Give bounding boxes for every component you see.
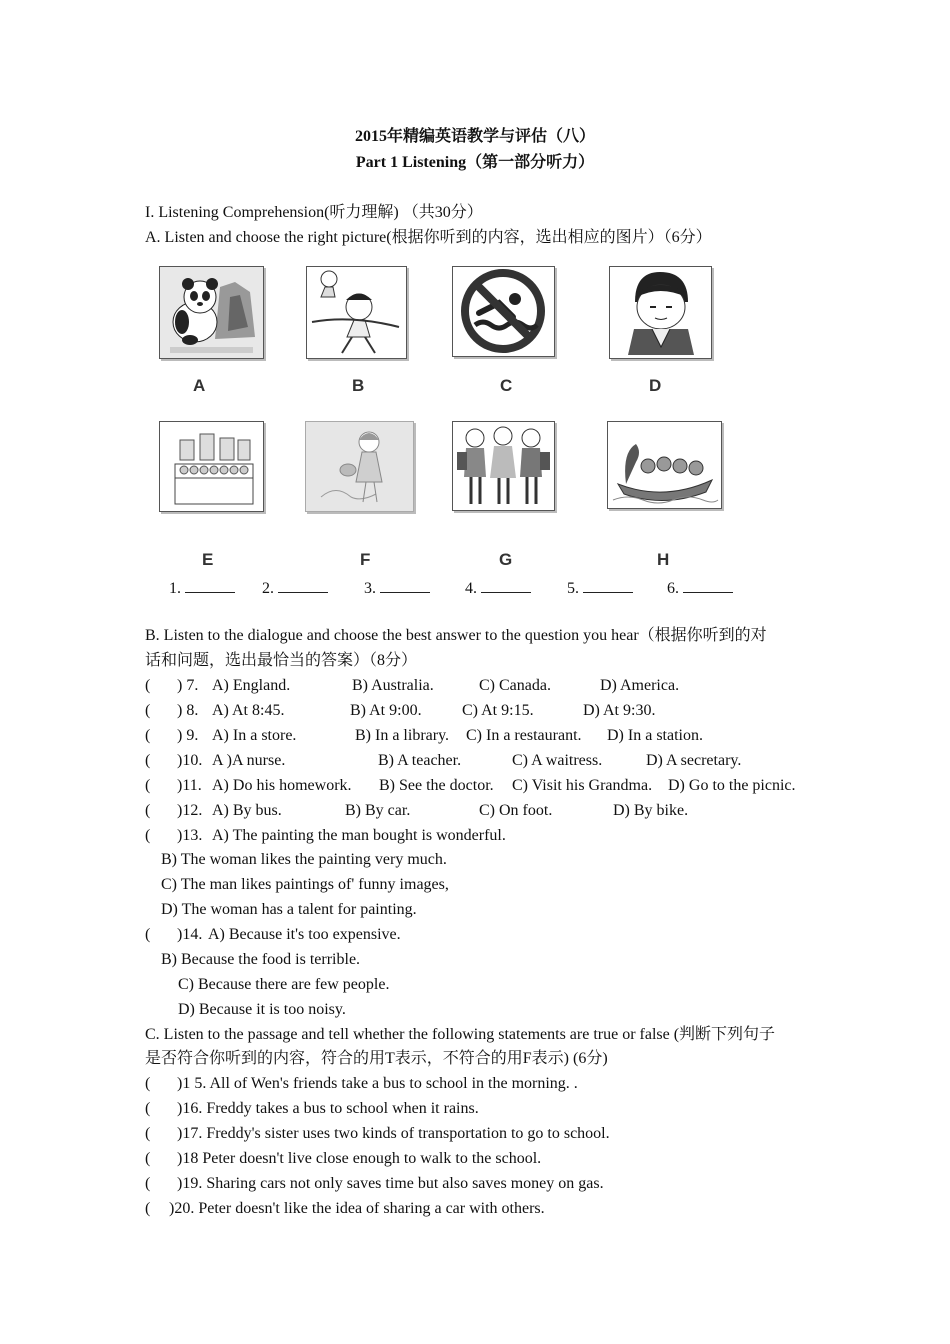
picture-label-g: G [499, 550, 513, 569]
option-a: A) In a store. [212, 727, 297, 744]
question-number: ) 8. [177, 702, 199, 719]
option-c: C) Because there are few people. [178, 976, 390, 993]
part-b-heading-cont: 话和问题，选出最恰当的答案）（8分） [145, 652, 418, 669]
option-c: C) The man likes paintings of' funny images, [161, 876, 449, 893]
option-d: D) By bike. [613, 802, 689, 819]
picture-label-c: C [500, 376, 513, 395]
option-d: D) America. [600, 677, 680, 694]
answer-blank-4[interactable]: 4. [465, 578, 531, 598]
statement-18: )18 Peter doesn't live close enough to walk to the school. [177, 1150, 542, 1167]
picture-label-a: A [193, 376, 206, 395]
option-c: C) Canada. [479, 677, 551, 694]
picture-d [609, 266, 712, 359]
picture-label-h: H [657, 550, 670, 569]
answer-blank-2[interactable]: 2. [262, 578, 328, 598]
paren: ( [145, 677, 151, 694]
option-b: B) At 9:00. [350, 702, 422, 719]
paren: ( [145, 1125, 151, 1142]
question-number: )11. [177, 777, 202, 794]
picture-label-b: B [352, 376, 365, 395]
option-b: B) In a library. [355, 727, 450, 744]
option-a: A) By bus. [212, 802, 282, 819]
option-c: C) On foot. [479, 802, 553, 819]
option-a: A) Because it's too expensive. [208, 926, 401, 943]
picture-a [159, 266, 264, 359]
running-kids-icon [307, 267, 406, 358]
paren: ( [145, 727, 151, 744]
paren: ( [145, 827, 151, 844]
picture-c [452, 266, 555, 357]
part-b-heading: B. Listen to the dialogue and choose the best answer to the question you hear（根据你听到的对 [145, 627, 767, 644]
picture-label-d: D [649, 376, 662, 395]
statement-17: )17. Freddy's sister uses two kinds of transportation to go to school. [177, 1125, 610, 1142]
statement-15: )1 5. All of Wen's friends take a bus to school in the morning. . [177, 1075, 578, 1092]
option-b: B) A teacher. [378, 752, 462, 769]
page-title: 2015年精编英语教学与评估（八） [354, 128, 595, 145]
panda-icon [160, 267, 263, 358]
option-b: B) See the doctor. [379, 777, 494, 794]
option-c: C) A waitress. [512, 752, 603, 769]
paren: ( [145, 752, 151, 769]
answer-blank-1[interactable]: 1. [169, 578, 235, 598]
question-number: )10. [177, 752, 203, 769]
option-a: A) The painting the man bought is wonderful. [212, 827, 506, 844]
picture-h [607, 421, 722, 509]
statement-16: )16. Freddy takes a bus to school when it rains. [177, 1100, 479, 1117]
paren: ( [145, 926, 151, 943]
part-c-heading-cont: 是否符合你听到的内容，符合的用T表示，不符合的用F表示) (6分) [145, 1050, 608, 1067]
section-heading: I. Listening Comprehension(听力理解) （共30分） [145, 204, 483, 221]
option-a: A )A nurse. [212, 752, 286, 769]
option-d: D) A secretary. [646, 752, 742, 769]
statement-20: )20. Peter doesn't like the idea of sharing a car with others. [169, 1200, 545, 1217]
option-c: C) In a restaurant. [466, 727, 582, 744]
question-number: ) 7. [177, 677, 199, 694]
option-d: D) In a station. [607, 727, 703, 744]
option-b: B) Australia. [352, 677, 434, 694]
option-a: A) Do his homework. [212, 777, 352, 794]
page-subtitle: Part 1 Listening（第一部分听力） [355, 154, 595, 171]
part-a-heading: A. Listen and choose the right picture(根据你听到的内容，选出相应的图片）（6分） [145, 229, 712, 246]
picture-label-f: F [360, 550, 371, 569]
girl-watering-icon [306, 422, 413, 511]
paren: ( [145, 777, 151, 794]
picture-f [305, 421, 414, 512]
students-icon [453, 422, 554, 510]
paren: ( [145, 802, 151, 819]
question-number: )14. [177, 926, 203, 943]
picture-e [159, 421, 264, 512]
picture-label-e: E [202, 550, 214, 569]
paren: ( [145, 1175, 151, 1192]
option-a: A) At 8:45. [212, 702, 285, 719]
paren: ( [145, 1075, 151, 1092]
paren: ( [145, 702, 151, 719]
option-b: B) Because the food is terrible. [161, 951, 361, 968]
dragon-boat-icon [608, 422, 721, 508]
option-d: D) The woman has a talent for painting. [161, 901, 417, 918]
boy-icon [610, 267, 711, 358]
question-number: )13. [177, 827, 203, 844]
paren: ( [145, 1150, 151, 1167]
option-b: B) By car. [345, 802, 411, 819]
question-number: )12. [177, 802, 203, 819]
option-d: D) At 9:30. [583, 702, 656, 719]
picture-g [452, 421, 555, 511]
answer-blank-6[interactable]: 6. [667, 578, 733, 598]
answer-blank-3[interactable]: 3. [364, 578, 430, 598]
option-b: B) The woman likes the painting very much. [161, 851, 447, 868]
paren: ( [145, 1200, 151, 1217]
option-d: D) Because it is too noisy. [178, 1001, 346, 1018]
statement-19: )19. Sharing cars not only saves time but also saves money on gas. [177, 1175, 604, 1192]
option-d: D) Go to the picnic. [668, 777, 796, 794]
picture-b [306, 266, 407, 359]
no-swimming-icon [453, 267, 554, 356]
option-c: C) At 9:15. [462, 702, 534, 719]
part-c-heading: C. Listen to the passage and tell whether the following statements are true or false (判断下列句子 [145, 1026, 776, 1043]
paren: ( [145, 1100, 151, 1117]
fruit-stand-icon [160, 422, 263, 511]
answer-blank-5[interactable]: 5. [567, 578, 633, 598]
question-number: ) 9. [177, 727, 199, 744]
option-a: A) England. [212, 677, 291, 694]
option-c: C) Visit his Grandma. [512, 777, 653, 794]
